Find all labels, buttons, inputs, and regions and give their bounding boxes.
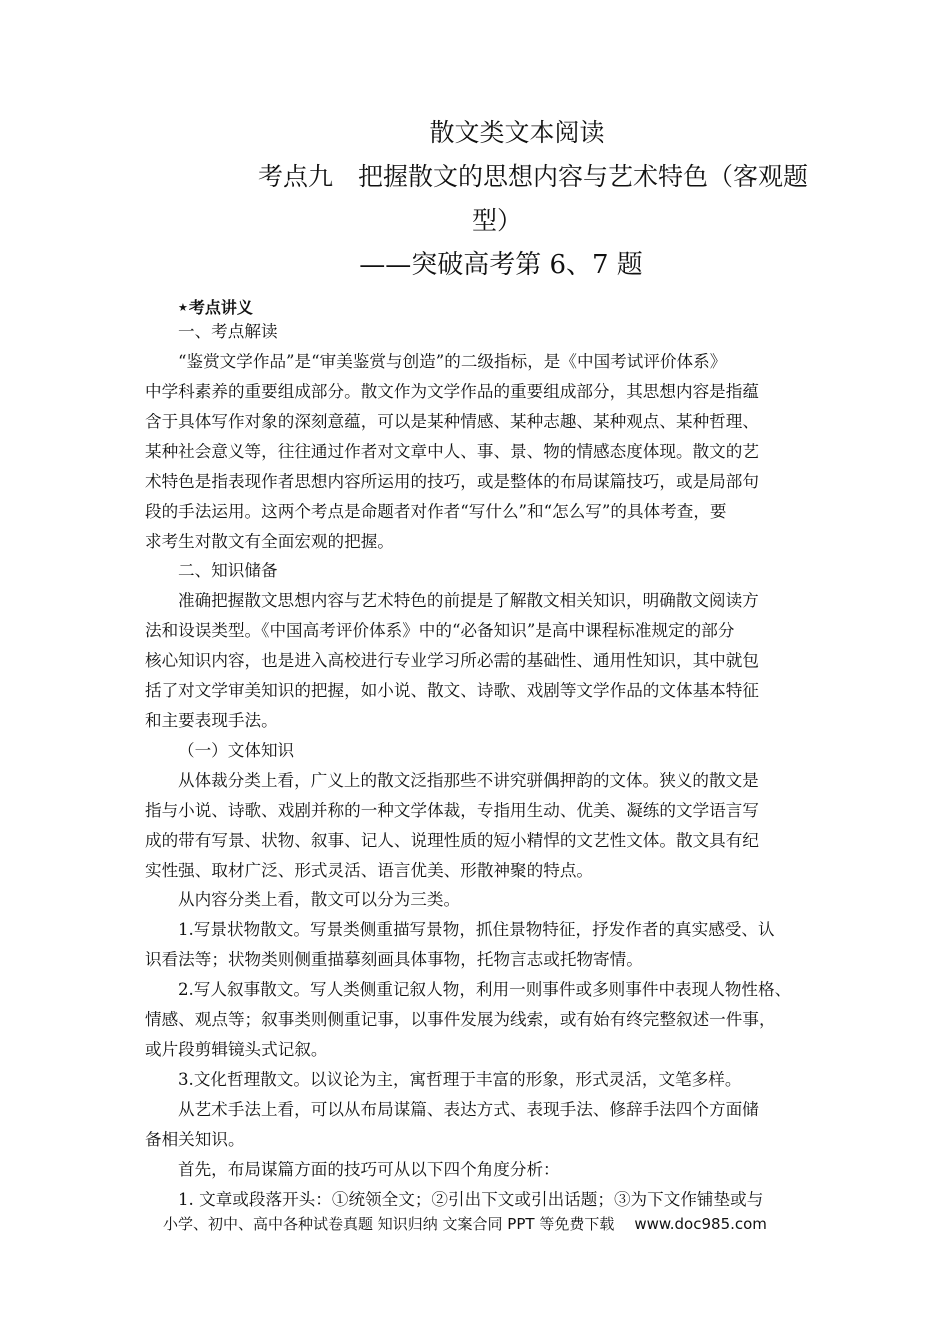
body-line: 情感、观点等；叙事类则侧重记事，以事件发展为线索，或有始有终完整叙述一件事， bbox=[145, 1010, 776, 1029]
body-line: 识看法等；状物类则侧重描摹刻画具体事物，托物言志或托物寄情。 bbox=[145, 950, 643, 969]
body-line: 二、知识储备 bbox=[178, 561, 278, 580]
body-line: 含于具体写作对象的深刻意蕴，可以是某种情感、某种志趣、某种观点、某种哲理、 bbox=[145, 412, 759, 431]
body-line: 2.写人叙事散文。写人类侧重记叙人物，利用一则事件或多则事件中表现人物性格、 bbox=[178, 980, 792, 999]
body-line: 和主要表现手法。 bbox=[145, 711, 278, 730]
body-line: 中学科素养的重要组成部分。散文作为文学作品的重要组成部分，其思想内容是指蕴 bbox=[145, 382, 759, 401]
body-line: 首先，布局谋篇方面的技巧可从以下四个角度分析： bbox=[178, 1160, 560, 1179]
body-line: 从艺术手法上看，可以从布局谋篇、表达方式、表现手法、修辞手法四个方面储 bbox=[178, 1100, 759, 1119]
doc-subtitle-line1: 考点九 把握散文的思想内容与艺术特色（客观题 bbox=[257, 162, 808, 191]
body-line: 实性强、取材广泛、形式灵活、语言优美、形散神聚的特点。 bbox=[145, 861, 594, 880]
section-heading bbox=[178, 295, 253, 318]
body-line: 从体裁分类上看，广义上的散文泛指那些不讲究骈偶押韵的文体。狭义的散文是 bbox=[178, 771, 759, 790]
body-line: 括了对文学审美知识的把握，如小说、散文、诗歌、戏剧等文学作品的文体基本特征 bbox=[145, 681, 759, 700]
body-line: 或片段剪辑镜头式记叙。 bbox=[145, 1040, 328, 1059]
body-line: 备相关知识。 bbox=[145, 1130, 245, 1149]
star-icon: ★ bbox=[178, 301, 188, 314]
body-line: 法和设误类型。《中国高考评价体系》中的“必备知识”是高中课程标准规定的部分 bbox=[145, 621, 735, 640]
page-footer bbox=[163, 1213, 767, 1234]
body-line: “鉴赏文学作品”是“审美鉴赏与创造”的二级指标，是《中国考试评价体系》 bbox=[178, 352, 727, 371]
body-line: 准确把握散文思想内容与艺术特色的前提是了解散文相关知识，明确散文阅读方 bbox=[178, 591, 759, 610]
body-line: 一、考点解读 bbox=[178, 322, 278, 341]
body-line: 核心知识内容，也是进入高校进行专业学习所必需的基础性、通用性知识，其中就包 bbox=[145, 651, 759, 670]
body-line: 段的手法运用。这两个考点是命题者对作者“写什么”和“怎么写”的具体考查，要 bbox=[145, 502, 727, 521]
doc-subtitle-line2: 型） bbox=[471, 206, 522, 235]
body-line: 1.写景状物散文。写景类侧重描写景物，抓住景物特征，抒发作者的真实感受、认 bbox=[178, 920, 775, 939]
body-line: 指与小说、诗歌、戏剧并称的一种文学体裁，专指用生动、优美、凝练的文学语言写 bbox=[145, 801, 759, 820]
body-line: 求考生对散文有全面宏观的把握。 bbox=[145, 532, 394, 551]
body-line: 成的带有写景、状物、叙事、记人、说理性质的短小精悍的文艺性文体。散文具有纪 bbox=[145, 831, 759, 850]
doc-subtitle-line3: ——突破高考第 6、7 题 bbox=[359, 250, 643, 280]
body-line: 某种社会意义等，往往通过作者对文章中人、事、景、物的情感态度体现。散文的艺 bbox=[145, 442, 759, 461]
footer-url[interactable]: www.doc985.com bbox=[634, 1215, 767, 1233]
body-line: 3.文化哲理散文。以议论为主，寓哲理于丰富的形象，形式灵活，文笔多样。 bbox=[178, 1070, 742, 1089]
doc-title: 散文类文本阅读 bbox=[429, 118, 605, 147]
section-heading-label: 考点讲义 bbox=[188, 298, 253, 317]
footer-text: 小学、初中、高中各种试卷真题 知识归纳 文案合同 PPT 等免费下载 bbox=[163, 1215, 615, 1233]
body-line: （一）文体知识 bbox=[178, 741, 295, 760]
body-line: 1. 文章或段落开头：①统领全文；②引出下文或引出话题；③为下文作铺垫或与 bbox=[178, 1190, 764, 1209]
body-line: 从内容分类上看，散文可以分为三类。 bbox=[178, 890, 461, 909]
body-line: 术特色是指表现作者思想内容所运用的技巧，或是整体的布局谋篇技巧，或是局部句 bbox=[145, 472, 759, 491]
